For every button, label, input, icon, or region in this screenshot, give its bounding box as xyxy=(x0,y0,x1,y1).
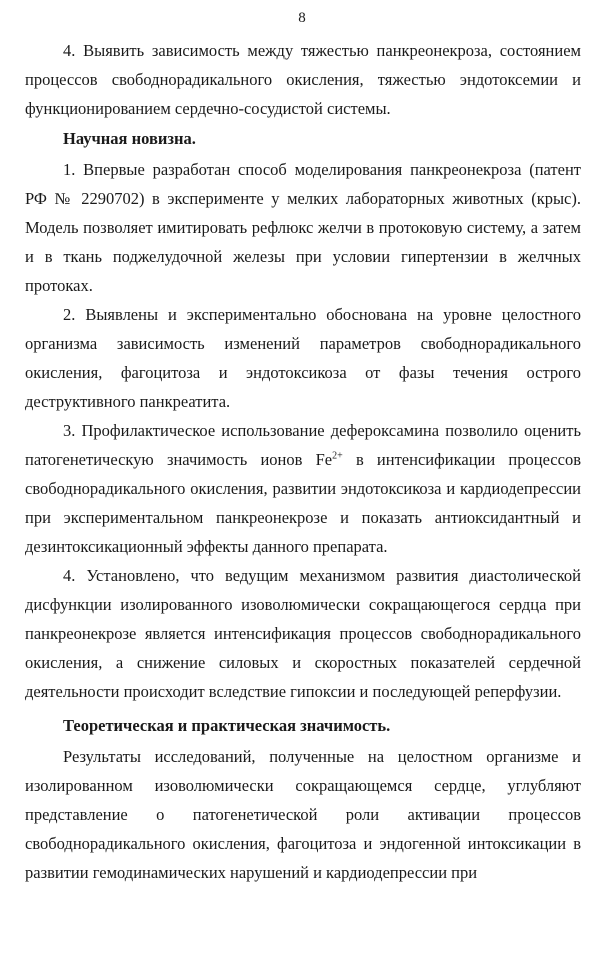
novelty-item-2: 2. Выявлены и экспериментально обоснована на уровне целостного организма зависимость изменений параметров свободнорадикального окисления, фагоцитоза и эндотоксикоза от фазы течения острого деструктивного панкреатита. xyxy=(25,305,581,411)
paragraph-significance: Результаты исследований, полученные на целостном организме и изолированном изоволюмически сокращающемся сердце, углубляют представление о патогенетической роли активации процессов свободнорадикального окисления, фагоцитоза и эндогенной интоксикации в развитии гемодинамических нарушений и кардиодепрессии при xyxy=(25,747,581,882)
novelty-item-3 xyxy=(25,416,581,561)
heading-scientific-novelty: Научная новизна. xyxy=(63,129,196,148)
novelty-item-3-text-start: 3. Профилактическое использование дефероксамина позволило оценить патогенетическую значимость ионов Fe xyxy=(25,421,581,469)
novelty-item-4: 4. Установлено, что ведущим механизмом развития диастолической дисфункции изолированного изоволюмически сокращающегося сердца при панкреонекрозе является интенсификация процессов свободнорадикального окисления, а снижение силовых и скоростных показателей сердечной деятельности происходит вследствие гипоксии и последующей реперфузии. xyxy=(25,566,581,701)
iron-ion-charge-superscript: 2+ xyxy=(332,450,343,462)
page-content xyxy=(25,36,581,887)
novelty-item-1: 1. Впервые разработан способ моделирования панкреонекроза (патент РФ № 2290702) в эксперименте у мелких лабораторных животных (крыс). Модель позволяет имитировать рефлюкс желчи в протоковую систему, а затем и в ткань поджелудочной железы при условии гипертензии в желчных протоках. xyxy=(25,160,581,295)
heading-significance: Теоретическая и практическая значимость. xyxy=(63,716,391,735)
page-number: 8 xyxy=(298,10,306,26)
novelty-item-3-text-end: в интенсификации процессов свободнорадикального окисления, развитии эндотоксикоза и кардиодепрессии при экспериментальном панкреонекрозе и показать антиоксидантный и дезинтоксикационный эффекты данного препарата. xyxy=(25,450,581,556)
paragraph-task-4: 4. Выявить зависимость между тяжестью панкреонекроза, состоянием процессов свободнорадикального окисления, тяжестью эндотоксемии и функционированием сердечно-сосудистой системы. xyxy=(25,41,581,118)
